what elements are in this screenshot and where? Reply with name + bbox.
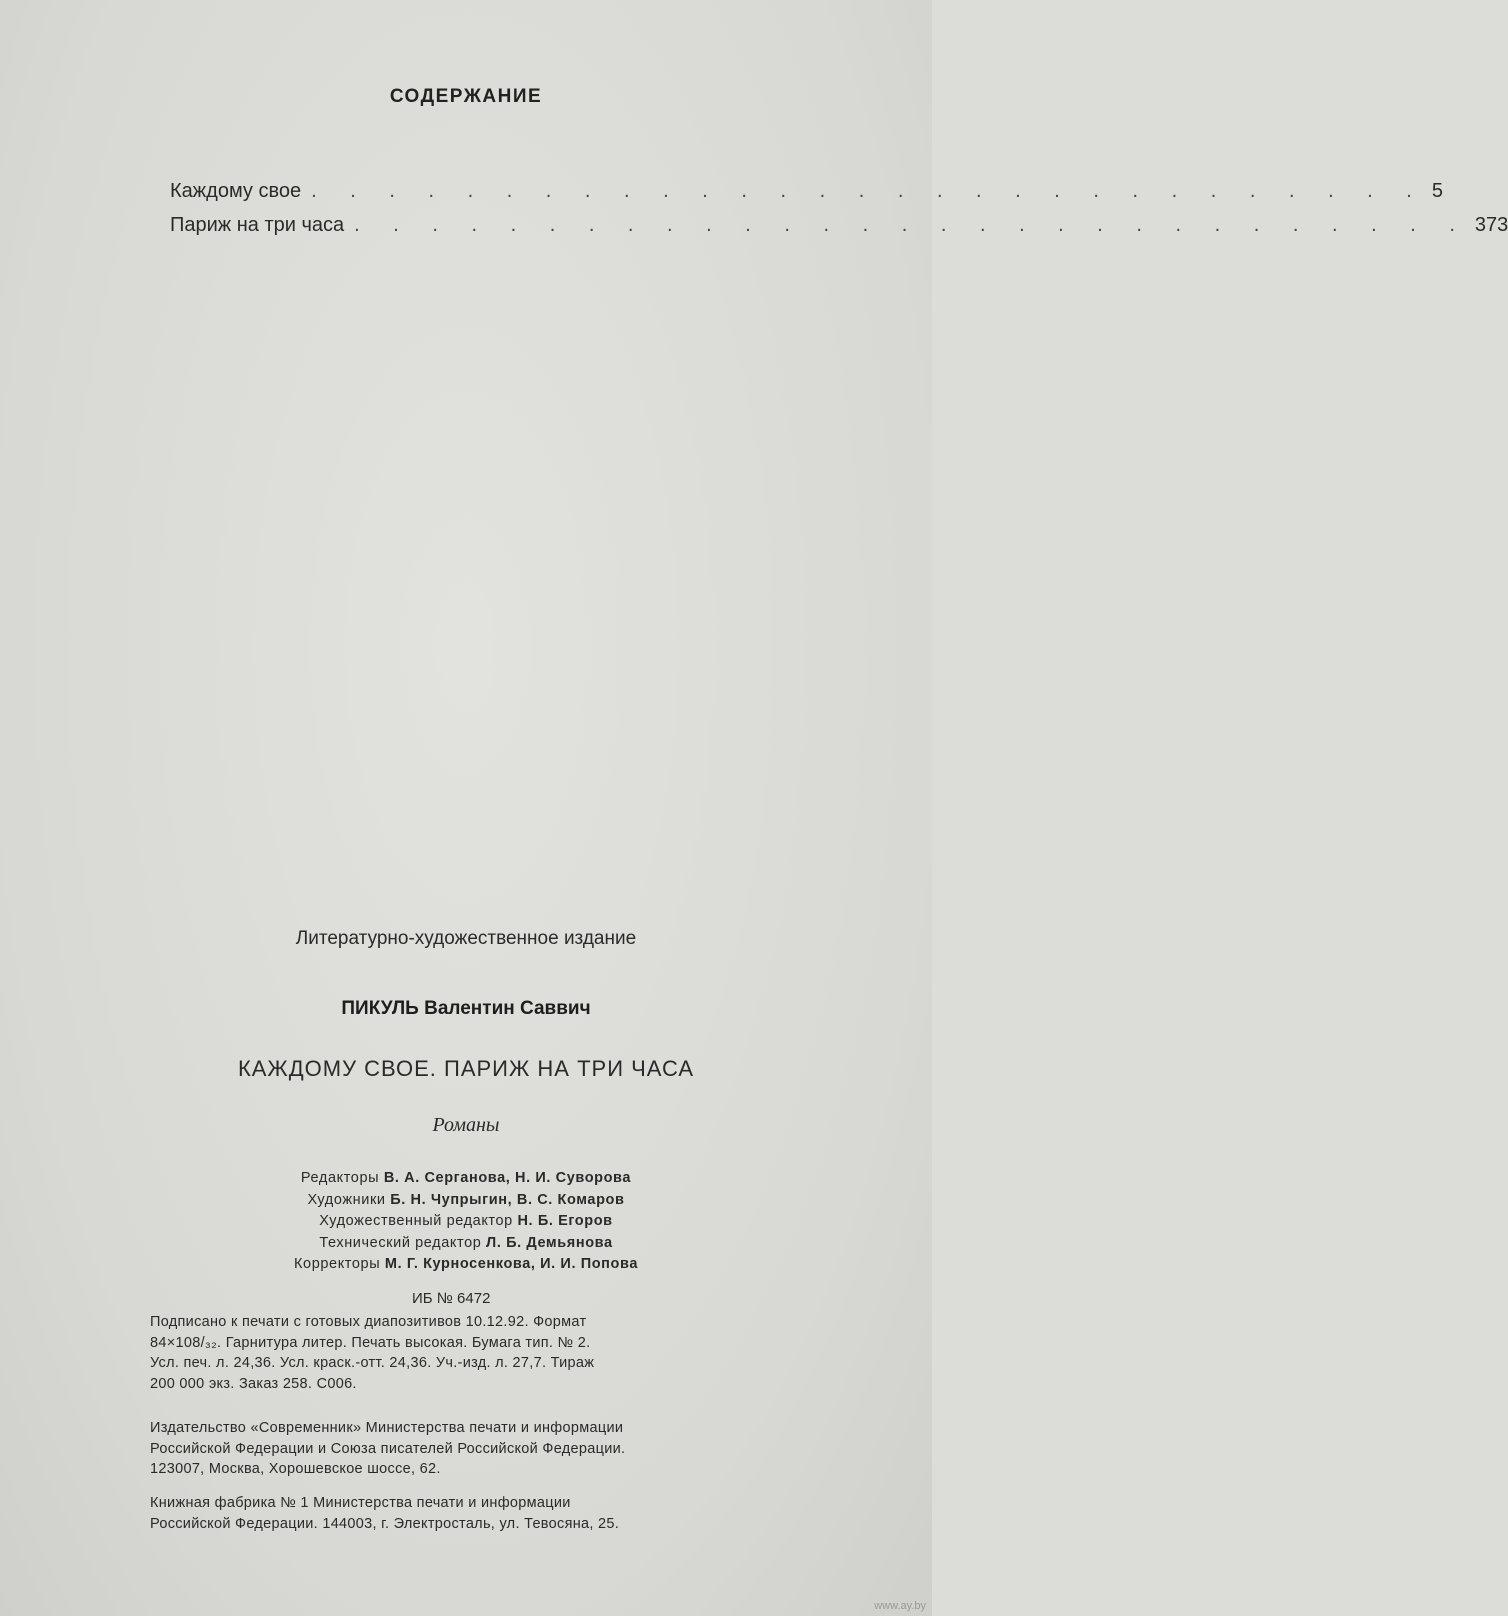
print-details-line: Усл. печ. л. 24,36. Усл. краск.-отт. 24,36. Уч.-изд. л. 27,7. Тираж (150, 1355, 595, 1371)
toc-item-page: 373 (1474, 214, 1508, 236)
printer-line: Книжная фабрика № 1 Министерства печати и информации (150, 1495, 571, 1511)
staff-credits (0, 1168, 932, 1276)
toc-heading: СОДЕРЖАНИЕ (389, 86, 543, 107)
ib-number: ИБ № 6472 (412, 1290, 491, 1307)
dot-leader: . . . . . . . . . . . . . . . . . . . . . . . . . . . . . (311, 180, 1426, 202)
author-name: ПИКУЛЬ Валентин Саввич (341, 998, 591, 1019)
genre-label: Романы (432, 1114, 500, 1136)
book-title: КАЖДОМУ СВОЕ. ПАРИЖ НА ТРИ ЧАСА (237, 1056, 695, 1081)
publisher-info (150, 1418, 810, 1480)
staff-line (0, 1211, 932, 1233)
staff-names: Б. Н. Чупрыгин, В. С. Комаров (390, 1191, 625, 1208)
printer-line: Российской Федерации. 144003, г. Электросталь, ул. Тевосяна, 25. (150, 1515, 620, 1532)
print-details-line: Подписано к печати с готовых диапозитивов 10.12.92. Формат (150, 1314, 587, 1330)
staff-names: Н. Б. Егоров (517, 1213, 613, 1229)
staff-role: Художники (307, 1191, 386, 1208)
staff-names: В. А. Серганова, Н. И. Суворова (383, 1170, 632, 1186)
staff-role: Редакторы (300, 1170, 380, 1186)
print-details (150, 1312, 810, 1394)
toc-item-title: Париж на три часа (170, 214, 345, 236)
staff-line (0, 1233, 932, 1255)
dot-leader: . . . . . . . . . . . . . . . . . . . . . . . . . . . . . (354, 214, 1469, 236)
staff-line (0, 1254, 932, 1276)
edition-type: Литературно-художественное издание (295, 928, 637, 949)
publisher-line: Издательство «Современник» Министерства печати и информации (150, 1420, 624, 1436)
toc-list (170, 180, 1508, 248)
toc-item-page: 5 (1431, 180, 1443, 202)
staff-role: Корректоры (294, 1256, 381, 1272)
staff-line (0, 1168, 932, 1190)
toc-item (170, 214, 1508, 248)
publisher-line: Российской Федерации и Союза писателей Российской Федерации. (150, 1440, 626, 1457)
print-details-line: 84×108/₃₂. Гарнитура литер. Печать высокая. Бумага тип. № 2. (150, 1334, 591, 1351)
staff-line (0, 1190, 932, 1212)
staff-role: Технический редактор (319, 1234, 482, 1251)
staff-names: М. Г. Курносенкова, И. И. Попова (384, 1256, 638, 1272)
print-details-line: 200 000 экз. Заказ 258. С006. (150, 1375, 357, 1392)
toc-item-title: Каждому свое (170, 180, 302, 202)
staff-role: Художественный редактор (319, 1213, 513, 1229)
staff-names: Л. Б. Демьянова (486, 1234, 613, 1251)
publisher-line: 123007, Москва, Хорошевское шоссе, 62. (150, 1461, 441, 1477)
watermark: www.ay.by (874, 1600, 926, 1612)
printer-info (150, 1493, 810, 1534)
toc-item (170, 180, 1443, 214)
